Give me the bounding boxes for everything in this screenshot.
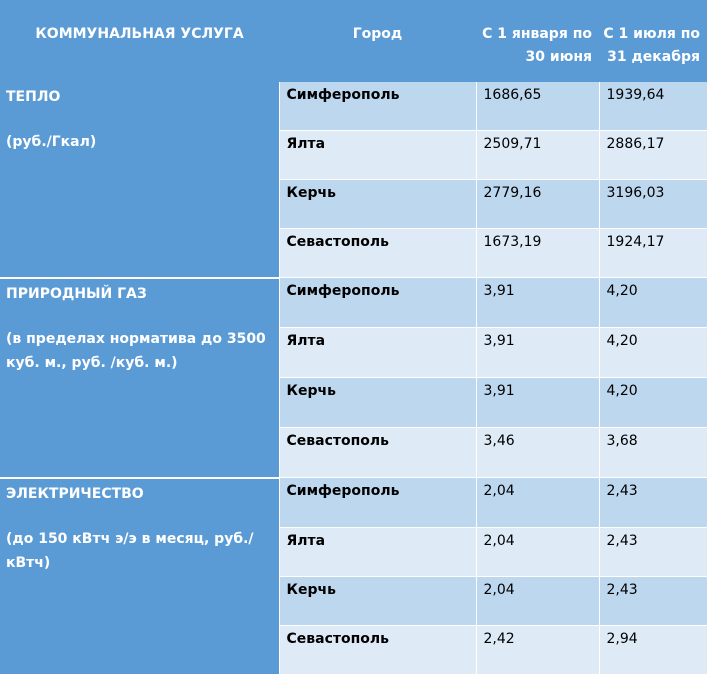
service-heat [0,82,279,278]
value-period-1: 3,91 [476,328,599,378]
value-period-2: 2,94 [599,626,707,675]
city-cell: Ялта [279,328,476,378]
value-period-2: 4,20 [599,278,707,328]
value-period-1: 3,46 [476,428,599,478]
value-period-1: 2509,71 [476,131,599,180]
city-cell: Симферополь [279,82,476,131]
value-period-1: 1673,19 [476,229,599,278]
city-cell: Керчь [279,378,476,428]
value-period-1: 2,04 [476,528,599,577]
city-cell: Ялта [279,528,476,577]
table-row [0,82,707,131]
service-unit: (в пределах норматива до 3500 куб. м., руб. /куб. м.) [6,330,266,371]
city-cell: Керчь [279,577,476,626]
value-period-1: 3,91 [476,378,599,428]
city-cell: Севастополь [279,626,476,675]
value-period-1: 3,91 [476,278,599,328]
value-period-2: 3,68 [599,428,707,478]
value-period-1: 2,42 [476,626,599,675]
value-period-1: 2779,16 [476,180,599,229]
value-period-2: 4,20 [599,378,707,428]
service-unit: (до 150 кВтч э/э в месяц, руб./кВтч) [6,530,254,571]
service-gas [0,278,279,478]
service-electricity [0,478,279,675]
city-cell: Симферополь [279,278,476,328]
value-period-2: 2,43 [599,478,707,528]
header-period-2: С 1 июля по 31 декабря [599,0,707,82]
service-unit: (руб./Гкал) [6,134,97,150]
city-cell: Севастополь [279,229,476,278]
header-period-1: С 1 января по 30 июня [476,0,599,82]
value-period-2: 3196,03 [599,180,707,229]
value-period-2: 4,20 [599,328,707,378]
value-period-2: 1924,17 [599,229,707,278]
header-row [0,0,707,82]
header-city: Город [279,0,476,82]
value-period-2: 1939,64 [599,82,707,131]
city-cell: Ялта [279,131,476,180]
service-name: ТЕПЛО [6,89,61,105]
city-cell: Севастополь [279,428,476,478]
table-row [0,478,707,528]
header-service: КОММУНАЛЬНАЯ УСЛУГА [0,0,279,82]
table-row [0,278,707,328]
value-period-1: 2,04 [476,577,599,626]
city-cell: Симферополь [279,478,476,528]
value-period-2: 2,43 [599,528,707,577]
service-name: ЭЛЕКТРИЧЕСТВО [6,485,144,502]
value-period-1: 2,04 [476,478,599,528]
value-period-2: 2886,17 [599,131,707,180]
value-period-2: 2,43 [599,577,707,626]
value-period-1: 1686,65 [476,82,599,131]
service-name: ПРИРОДНЫЙ ГАЗ [6,285,147,302]
city-cell: Керчь [279,180,476,229]
